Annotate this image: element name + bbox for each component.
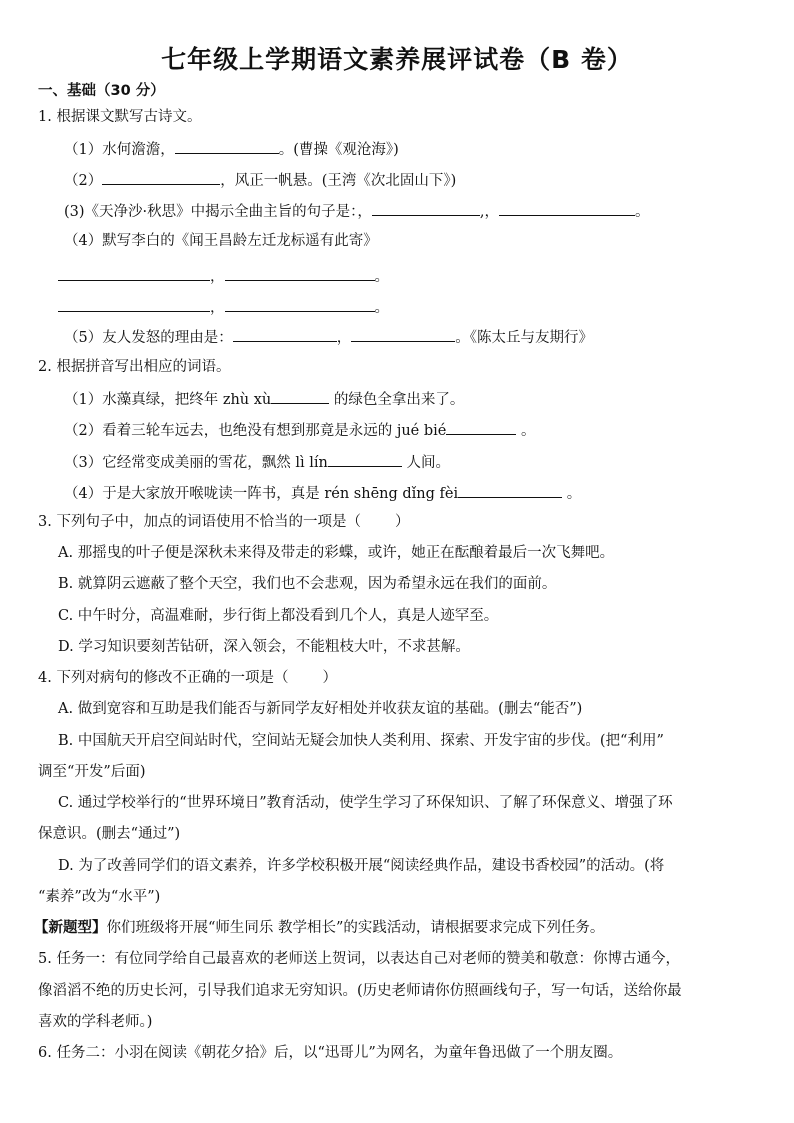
q3-option-d[interactable]: D. 学习知识要刻苦钻研，深入领会，不能粗枝大叶，不求甚解。 [58,639,470,655]
answer-blank[interactable] [58,296,210,312]
q2-item-2 [64,419,535,441]
page-title: 七年级上学期语文素养展评试卷（B 卷） [161,45,633,74]
q4-option-c-line-2[interactable]: 保意识。(删去“通过”) [38,826,181,842]
answer-blank[interactable] [58,265,210,281]
question-1-stem: 1. 根据课文默写古诗文。 [38,109,202,125]
question-5-line-3: 喜欢的学科老师。) [38,1014,153,1030]
answer-blank[interactable] [102,169,220,185]
q1-item-3-text-c: 。 [635,204,650,220]
line-end: 。 [374,300,389,316]
q4-option-b-line-1[interactable]: B. 中国航天开启空间站时代，空间站无疑会加快人类利用、探索、开发宇宙的步伐。(把“利用” [58,733,664,749]
question-5-line-1: 5. 任务一：有位同学给自己最喜欢的老师送上贺词，以表达自己对老师的赞美和敬意：你博古通今， [38,951,680,967]
q4-option-a[interactable]: A. 做到宽容和互助是我们能否与新同学友好相处并收获友谊的基础。(删去“能否”) [58,701,583,717]
q2-item-1-text-b: 的绿色全拿出来了。 [329,392,465,408]
new-type-text: 你们班级将开展“师生同乐 教学相长”的实践活动，请根据要求完成下列任务。 [106,920,605,936]
new-type-tag: 【新题型】 [34,920,107,936]
q1-item-1 [64,138,399,160]
question-4-stem [38,668,337,688]
question-3-stem [38,512,409,532]
q1-item-3 [64,200,650,222]
answer-blank[interactable] [225,265,375,281]
answer-blank[interactable] [499,200,635,216]
question-5-line-2: 像滔滔不绝的历史长河，引导我们追求无穷知识。(历史老师请你仿照画线句子，写一句话，送给你最 [38,983,682,999]
q2-item-2-text-b: 。 [516,423,536,439]
q1-item-4-line-2 [58,296,389,318]
q3-option-a[interactable]: A. 那摇曳的叶子便是深秋未来得及带走的彩蝶，或许，她正在酝酿着最后一次飞舞吧。 [58,545,615,561]
q4-option-c-line-1[interactable]: C. 通过学校举行的“世界环境日”教育活动，使学生学习了环保知识、了解了环保意义、增强了环 [58,795,673,811]
separator: ， [210,269,225,285]
q2-item-3-text-a: （3）它经常变成美丽的雪花，飘然 lì lín [64,455,328,471]
q1-item-5-text-c: 。《陈太丘与友期行》 [455,330,593,346]
q2-item-1-text-a: （1）水藻真绿，把终年 zhù xù [64,392,272,408]
q1-item-5-text-a: （5）友人发怒的理由是： [64,330,233,346]
q4-stem-text: 4. 下列对病句的修改不正确的一项是（ [38,670,289,686]
q1-item-2-text-a: （2） [64,173,103,189]
answer-blank[interactable] [351,326,455,342]
new-type-intro [34,918,604,938]
line-end: 。 [374,269,389,285]
question-2-stem: 2. 根据拼音写出相应的词语。 [38,359,231,375]
q2-item-4 [64,482,581,504]
q1-item-2 [64,169,456,191]
answer-blank[interactable] [458,482,562,498]
q1-item-5-text-b: ， [336,330,352,346]
q4-option-d-line-2[interactable]: “素养”改为“水平”) [38,889,161,905]
separator: ， [210,300,225,316]
q2-item-4-text-b: 。 [562,486,582,502]
q1-item-2-text-b: ，风正一帆悬。(王湾《次北固山下》) [220,173,457,189]
q1-item-3-text-b: ,， [479,204,500,220]
q4-option-b-line-2[interactable]: 调至“开发”后面) [38,764,146,780]
q2-item-2-text-a: （2）看着三轮车远去，也绝没有想到那竟是永远的 jué bié [64,423,447,439]
q2-item-3-text-b: 人间。 [401,455,450,471]
answer-blank[interactable] [271,388,329,404]
question-6-line-1: 6. 任务二：小羽在阅读《朝花夕拾》后，以“迅哥儿”为网名，为童年鲁迅做了一个朋友圈。 [38,1045,623,1061]
q3-stem-text: 3. 下列句子中，加点的词语使用不恰当的一项是（ [38,514,361,530]
q3-option-b[interactable]: B. 就算阴云遮蔽了整个天空，我们也不会悲观，因为希望永远在我们的面前。 [58,576,557,592]
q1-item-5 [64,326,593,348]
q2-item-1 [64,388,464,410]
answer-blank[interactable] [372,200,480,216]
q1-item-4-line-1 [58,265,389,287]
q1-item-4: （4）默写李白的《闻王昌龄左迁龙标遥有此寄》 [64,233,378,249]
q3-stem-close: ） [394,514,410,530]
q1-item-1-text-b: 。(曹操《观沧海》) [278,142,399,158]
q4-stem-close: ） [322,670,337,686]
q1-item-1-text-a: （1）水何澹澹， [64,142,175,158]
q4-option-d-line-1[interactable]: D. 为了改善同学们的语文素养，许多学校积极开展“阅读经典作品，建设书香校园”的活动。(将 [58,858,665,874]
section-heading: 一、基础（30 分） [38,83,165,99]
q3-option-c[interactable]: C. 中午时分，高温难耐，步行街上都没看到几个人，真是人迹罕至。 [58,608,499,624]
q1-item-3-text-a: (3)《天净沙·秋思》中揭示全曲主旨的句子是：， [64,204,372,220]
answer-blank[interactable] [233,326,337,342]
q2-item-4-text-a: （4）于是大家放开喉咙读一阵书，真是 rén shēng dǐng fèi [64,486,459,502]
answer-blank[interactable] [446,419,516,435]
answer-blank[interactable] [225,296,375,312]
answer-blank[interactable] [328,451,402,467]
q2-item-3 [64,451,450,473]
answer-blank[interactable] [175,138,279,154]
